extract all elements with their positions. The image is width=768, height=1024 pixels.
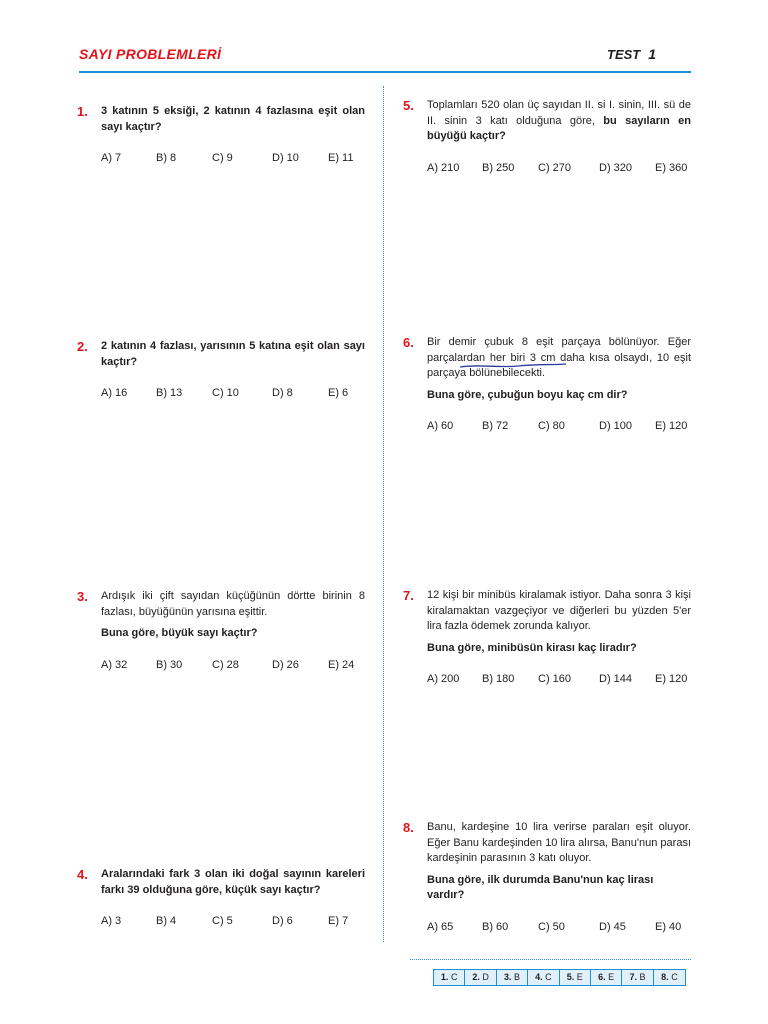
answer-choices bbox=[101, 914, 365, 930]
choice-b[interactable]: B) 13 bbox=[156, 387, 183, 399]
answer-key-letter: B bbox=[513, 972, 520, 982]
choice-a[interactable]: A) 200 bbox=[427, 673, 460, 685]
choice-d[interactable]: D) 8 bbox=[272, 387, 293, 399]
choice-c[interactable]: C) 10 bbox=[212, 387, 239, 399]
answer-key-cell bbox=[465, 970, 496, 985]
choice-b[interactable]: B) 8 bbox=[156, 152, 177, 164]
question-text: Bir demir çubuk 8 eşit parçaya bölünüyor. Eğer parçalardan her biri 3 cm daha kısa olsaydı, 10 eşit parçaya bölünebilecekti. bbox=[427, 336, 691, 379]
question-prompt: Buna göre, çubuğun boyu kaç cm dir? bbox=[427, 388, 628, 401]
footer-divider bbox=[410, 959, 691, 960]
choice-c[interactable]: C) 9 bbox=[212, 152, 233, 164]
answer-key-letter: E bbox=[608, 972, 615, 982]
choice-b[interactable]: B) 60 bbox=[482, 920, 509, 933]
answer-key-cell bbox=[560, 970, 591, 985]
answer-key-number: 7. bbox=[629, 972, 638, 982]
answer-key-cell bbox=[528, 970, 559, 985]
question-1 bbox=[77, 104, 365, 167]
question-prompt: Buna göre, büyük sayı kaçtır? bbox=[101, 627, 258, 639]
test-label bbox=[607, 46, 656, 62]
answer-key-number: 8. bbox=[661, 972, 669, 982]
question-7 bbox=[403, 588, 691, 688]
choice-c[interactable]: C) 5 bbox=[212, 915, 233, 927]
answer-choices bbox=[101, 658, 365, 674]
answer-key-cell bbox=[434, 970, 465, 985]
choice-a[interactable]: A) 7 bbox=[101, 152, 122, 164]
answer-choices bbox=[101, 386, 365, 402]
answer-key-number: 1. bbox=[440, 972, 449, 982]
choice-c[interactable]: C) 28 bbox=[212, 658, 239, 671]
answer-choices bbox=[101, 151, 365, 167]
choice-d[interactable]: D) 320 bbox=[599, 161, 633, 174]
question-text: 2 katının 4 fazlası, yarısının 5 katına eşit olan sayı kaçtır? bbox=[101, 340, 365, 368]
answer-choices bbox=[427, 672, 691, 688]
answer-key-cell bbox=[622, 970, 653, 985]
question-number: 2. bbox=[77, 339, 88, 354]
answer-key-cell bbox=[497, 970, 528, 985]
question-text-bold: bu sayıların en büyüğü kaçtır? bbox=[427, 114, 691, 142]
test-label-text: TEST bbox=[607, 47, 641, 62]
choice-e[interactable]: E) 11 bbox=[328, 152, 354, 164]
choice-c[interactable]: C) 160 bbox=[538, 673, 572, 685]
choice-c[interactable]: C) 80 bbox=[538, 420, 565, 432]
question-text-plain: Toplamları 520 olan üç sayıdan II. si I. sinin, III. sü de II. sinin 3 katı olduğuna göre, bbox=[427, 99, 691, 127]
choice-b[interactable]: B) 250 bbox=[482, 161, 515, 174]
choice-d[interactable]: D) 10 bbox=[272, 152, 299, 164]
question-number: 5. bbox=[403, 98, 414, 113]
choice-b[interactable]: B) 180 bbox=[482, 673, 515, 685]
question-8 bbox=[403, 820, 691, 936]
choice-a[interactable]: A) 210 bbox=[427, 161, 460, 174]
choice-d[interactable]: D) 45 bbox=[599, 920, 626, 933]
choice-c[interactable]: C) 50 bbox=[538, 920, 565, 933]
question-4 bbox=[77, 867, 365, 930]
section-title: SAYI PROBLEMLERİ bbox=[79, 46, 222, 62]
question-text: 12 kişi bir minibüs kiralamak istiyor. Daha sonra 3 kişi kiralamaktan vazgeçiyor ve diğerleri bu yüzden 5'er lira fazla ödemek zorunda kalıyor. bbox=[427, 589, 691, 632]
question-text bbox=[427, 98, 691, 145]
choice-c[interactable]: C) 270 bbox=[538, 161, 572, 174]
question-number: 8. bbox=[403, 820, 414, 835]
answer-key-letter: B bbox=[639, 972, 646, 982]
choice-e[interactable]: E) 24 bbox=[328, 658, 355, 671]
question-text: Banu, kardeşine 10 lira verirse paraları eşit oluyor. Eğer Banu kardeşinden 10 lira alırsa, Banu'nun parası kardeşinin parasının 3 katı oluyor. bbox=[427, 821, 691, 864]
choice-e[interactable]: E) 40 bbox=[655, 920, 682, 933]
question-number: 1. bbox=[77, 104, 88, 119]
question-6 bbox=[403, 335, 691, 435]
question-text: Aralarındaki fark 3 olan iki doğal sayının kareleri farkı 39 olduğuna göre, küçük sayı kaçtır? bbox=[101, 868, 365, 896]
answer-key-number: 6. bbox=[598, 972, 606, 982]
answer-key-number: 3. bbox=[503, 972, 512, 982]
question-prompt: Buna göre, ilk durumda Banu'nun kaç lirası vardır? bbox=[427, 873, 654, 901]
answer-key-number: 2. bbox=[472, 972, 480, 982]
header-rule bbox=[79, 71, 691, 73]
choice-d[interactable]: D) 144 bbox=[599, 673, 633, 685]
answer-key-letter: C bbox=[671, 972, 678, 982]
answer-key bbox=[433, 969, 686, 986]
choice-a[interactable]: A) 65 bbox=[427, 920, 454, 933]
choice-a[interactable]: A) 16 bbox=[101, 387, 128, 399]
question-3 bbox=[77, 589, 365, 674]
choice-e[interactable]: E) 120 bbox=[655, 420, 688, 432]
question-number: 4. bbox=[77, 867, 88, 882]
question-number: 3. bbox=[77, 589, 88, 604]
choice-a[interactable]: A) 3 bbox=[101, 915, 122, 927]
answer-key-letter: C bbox=[450, 972, 458, 982]
choice-d[interactable]: D) 100 bbox=[599, 420, 633, 432]
answer-key-cell bbox=[654, 970, 685, 985]
choice-b[interactable]: B) 4 bbox=[156, 915, 177, 927]
choice-e[interactable]: E) 7 bbox=[328, 915, 349, 927]
answer-choices bbox=[427, 419, 691, 435]
question-5 bbox=[403, 98, 691, 177]
question-text: Ardışık iki çift sayıdan küçüğünün dörtte birinin 8 fazlası, büyüğünün yarısına eşittir. bbox=[101, 590, 365, 618]
answer-choices bbox=[427, 920, 691, 936]
answer-key-number: 5. bbox=[566, 972, 575, 982]
choice-e[interactable]: E) 6 bbox=[328, 387, 349, 399]
column-divider bbox=[383, 86, 384, 942]
test-number: 1 bbox=[648, 46, 657, 62]
choice-e[interactable]: E) 120 bbox=[655, 673, 688, 685]
choice-a[interactable]: A) 32 bbox=[101, 658, 128, 671]
choice-a[interactable]: A) 60 bbox=[427, 420, 454, 432]
choice-b[interactable]: B) 30 bbox=[156, 658, 183, 671]
answer-choices bbox=[427, 161, 691, 177]
choice-b[interactable]: B) 72 bbox=[482, 420, 509, 432]
question-prompt: Buna göre, minibüsün kirası kaç liradır? bbox=[427, 641, 637, 654]
question-text: 3 katının 5 eksiği, 2 katının 4 fazlasına eşit olan sayı kaçtır? bbox=[101, 105, 365, 133]
answer-key-letter: C bbox=[545, 972, 552, 982]
choice-d[interactable]: D) 26 bbox=[272, 658, 299, 671]
question-number: 7. bbox=[403, 588, 414, 603]
answer-key-number: 4. bbox=[535, 972, 543, 982]
answer-key-letter: D bbox=[482, 972, 489, 982]
answer-key-letter: E bbox=[576, 972, 583, 982]
answer-key-cell bbox=[591, 970, 622, 985]
choice-d[interactable]: D) 6 bbox=[272, 915, 293, 927]
question-2 bbox=[77, 339, 365, 402]
choice-e[interactable]: E) 360 bbox=[655, 161, 688, 174]
question-number: 6. bbox=[403, 335, 414, 350]
